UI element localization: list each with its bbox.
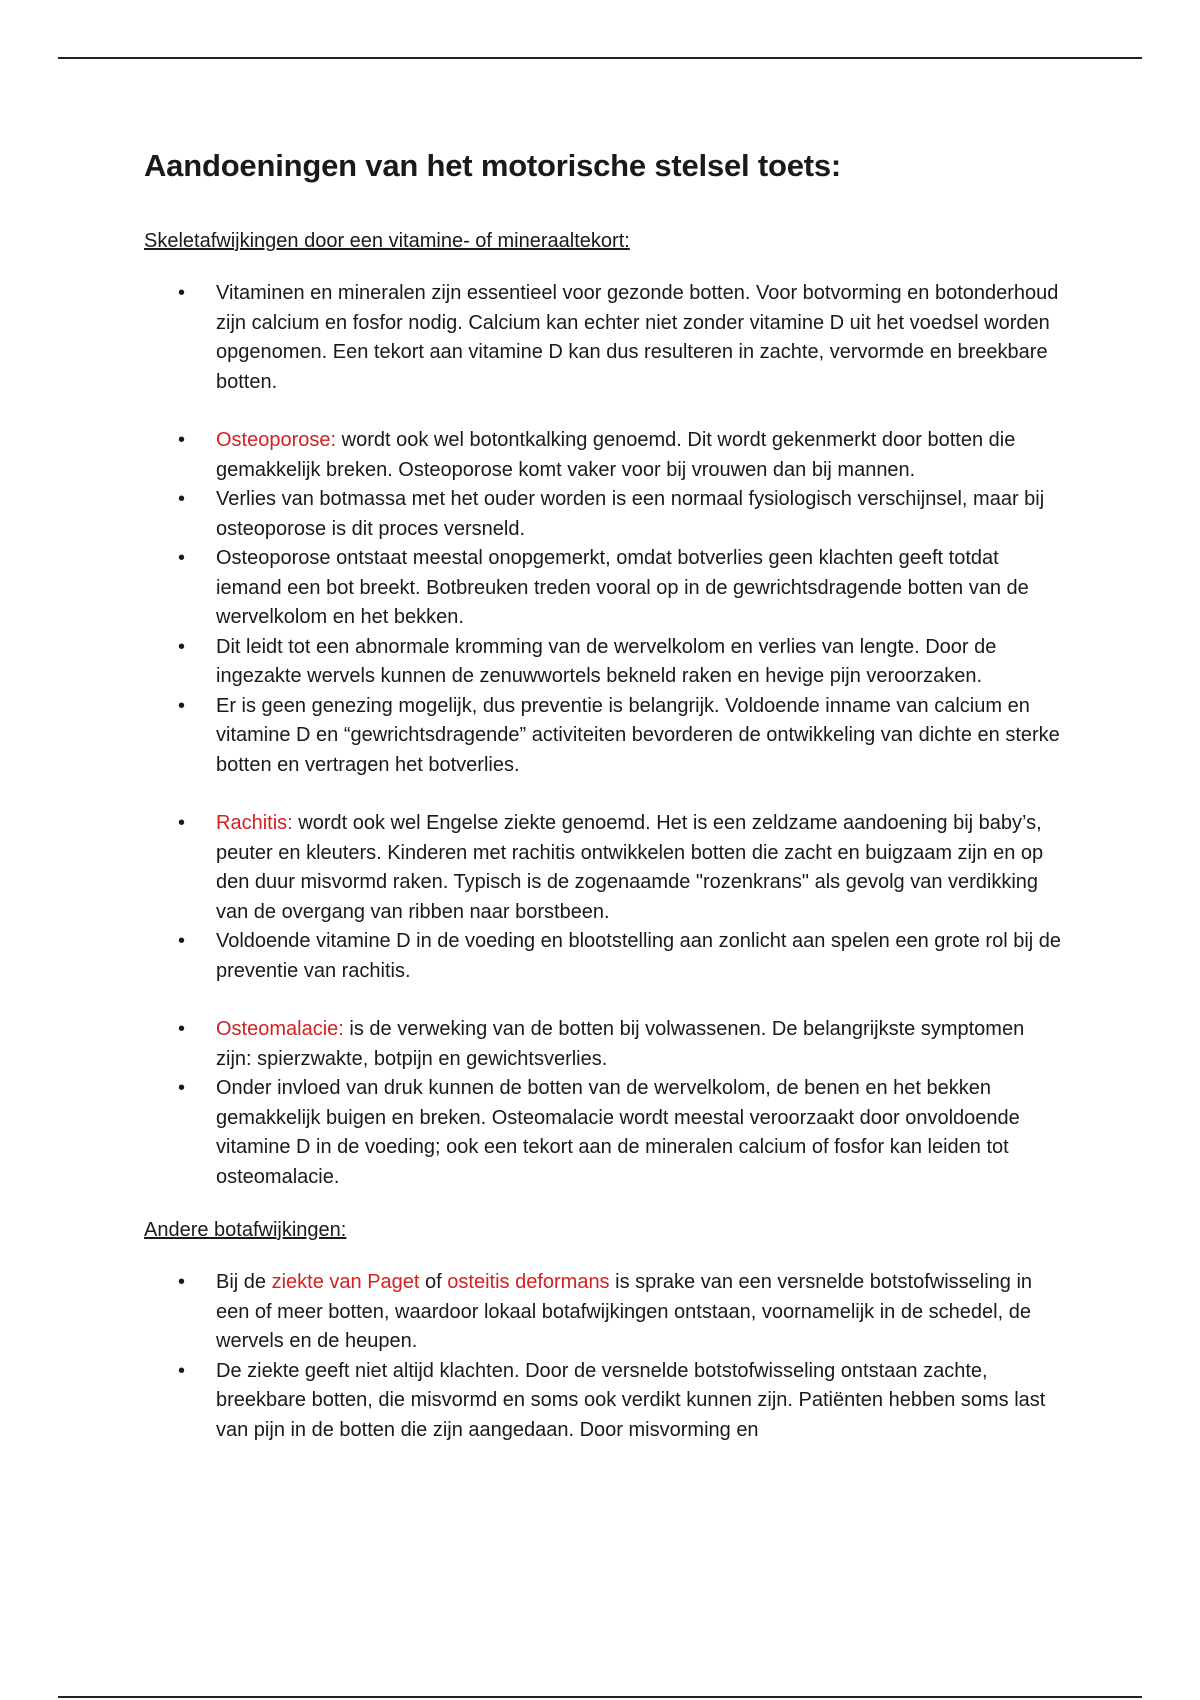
list-item: • De ziekte geeft niet altijd klachten. Door de versnelde botstofwisseling ontstaan zachte, breekbare botten, die misvormd en soms ook verdikt kunnen zijn. Patiënten hebben soms last van pijn in de botten die zijn aangedaan. Door misvorming en (144, 1357, 1064, 1446)
list-item: • Er is geen genezing mogelijk, dus preventie is belangrijk. Voldoende inname van calcium en vitamine D en “gewrichtsdragende” activiteiten bevorderen de ontwikkeling van dichte en sterke botten en vertragen het botverlies. (144, 692, 1064, 781)
term-rachitis: Rachitis: (216, 812, 293, 834)
bullet-list-paget (144, 1268, 1064, 1445)
list-item: • Osteoporose ontstaat meestal onopgemerkt, omdat botverlies geen klachten geeft totdat iemand een bot breekt. Botbreuken treden vooral op in de gewrichtsdragende botten van de wervelkolom en het bekken. (144, 544, 1064, 633)
list-item: • Dit leidt tot een abnormale kromming van de wervelkolom en verlies van lengte. Door de ingezakte wervels kunnen de zenuwwortels bekneld raken en hevige pijn veroorzaken. (144, 633, 1064, 692)
term-osteitis-deformans: osteitis deformans (447, 1271, 610, 1293)
list-item: • Vitaminen en mineralen zijn essentieel voor gezonde botten. Voor botvorming en botonderhoud zijn calcium en fosfor nodig. Calcium kan echter niet zonder vitamine D uit het voedsel worden opgenomen. Een tekort aan vitamine D kan dus resulteren in zachte, vervormde en breekbare botten. (144, 279, 1064, 397)
document-body (144, 140, 1064, 1445)
term-osteoporose: Osteoporose: (216, 429, 337, 451)
list-item: • Verlies van botmassa met het ouder worden is een normaal fysiologisch verschijnsel, maar bij osteoporose is dit proces versneld. (144, 485, 1064, 544)
list-item: • Onder invloed van druk kunnen de botten van de wervelkolom, de benen en het bekken gemakkelijk buigen en breken. Osteomalacie wordt meestal veroorzaakt door onvoldoende vitamine D in de voeding; ook een tekort aan de mineralen calcium of fosfor kan leiden tot osteomalacie. (144, 1074, 1064, 1192)
top-rule (58, 57, 1142, 59)
bullet-list-osteoporose (144, 426, 1064, 780)
term-ziekte-van-paget: ziekte van Paget (271, 1271, 420, 1293)
term-osteomalacie: Osteomalacie: (216, 1018, 344, 1040)
list-item: • Voldoende vitamine D in de voeding en blootstelling aan zonlicht aan spelen een grote rol bij de preventie van rachitis. (144, 927, 1064, 986)
list-item: • Bij de ziekte van Paget of osteitis deformans is sprake van een versnelde botstofwisseling in een of meer botten, waardoor lokaal botafwijkingen ontstaan, voornamelijk in de schedel, de wervels en de heupen. (144, 1268, 1064, 1357)
list-item: • Osteoporose: wordt ook wel botontkalking genoemd. Dit wordt gekenmerkt door botten die gemakkelijk breken. Osteoporose komt vaker voor bij vrouwen dan bij mannen. (144, 426, 1064, 485)
bullet-list-osteomalacie (144, 1015, 1064, 1192)
page-title: Aandoeningen van het motorische stelsel toets: (144, 148, 842, 183)
bottom-rule (58, 1696, 1142, 1698)
bullet-list-vitamines (144, 279, 1064, 397)
section-heading-andere-botafwijkingen: Andere botafwijkingen: (144, 1219, 347, 1241)
list-item: • Osteomalacie: is de verweking van de botten bij volwassenen. De belangrijkste symptomen zijn: spierzwakte, botpijn en gewichtsverlies. (144, 1015, 1064, 1074)
list-item: • Rachitis: wordt ook wel Engelse ziekte genoemd. Het is een zeldzame aandoening bij baby’s, peuter en kleuters. Kinderen met rachitis ontwikkelen botten die zacht en buigzaam zijn en op den duur misvormd raken. Typisch is de zogenaamde "rozenkrans" als gevolg van verdikking van de overgang van ribben naar borstbeen. (144, 809, 1064, 927)
section-heading-skeletafwijkingen: Skeletafwijkingen door een vitamine- of mineraaltekort: (144, 230, 630, 252)
bullet-list-rachitis (144, 809, 1064, 986)
